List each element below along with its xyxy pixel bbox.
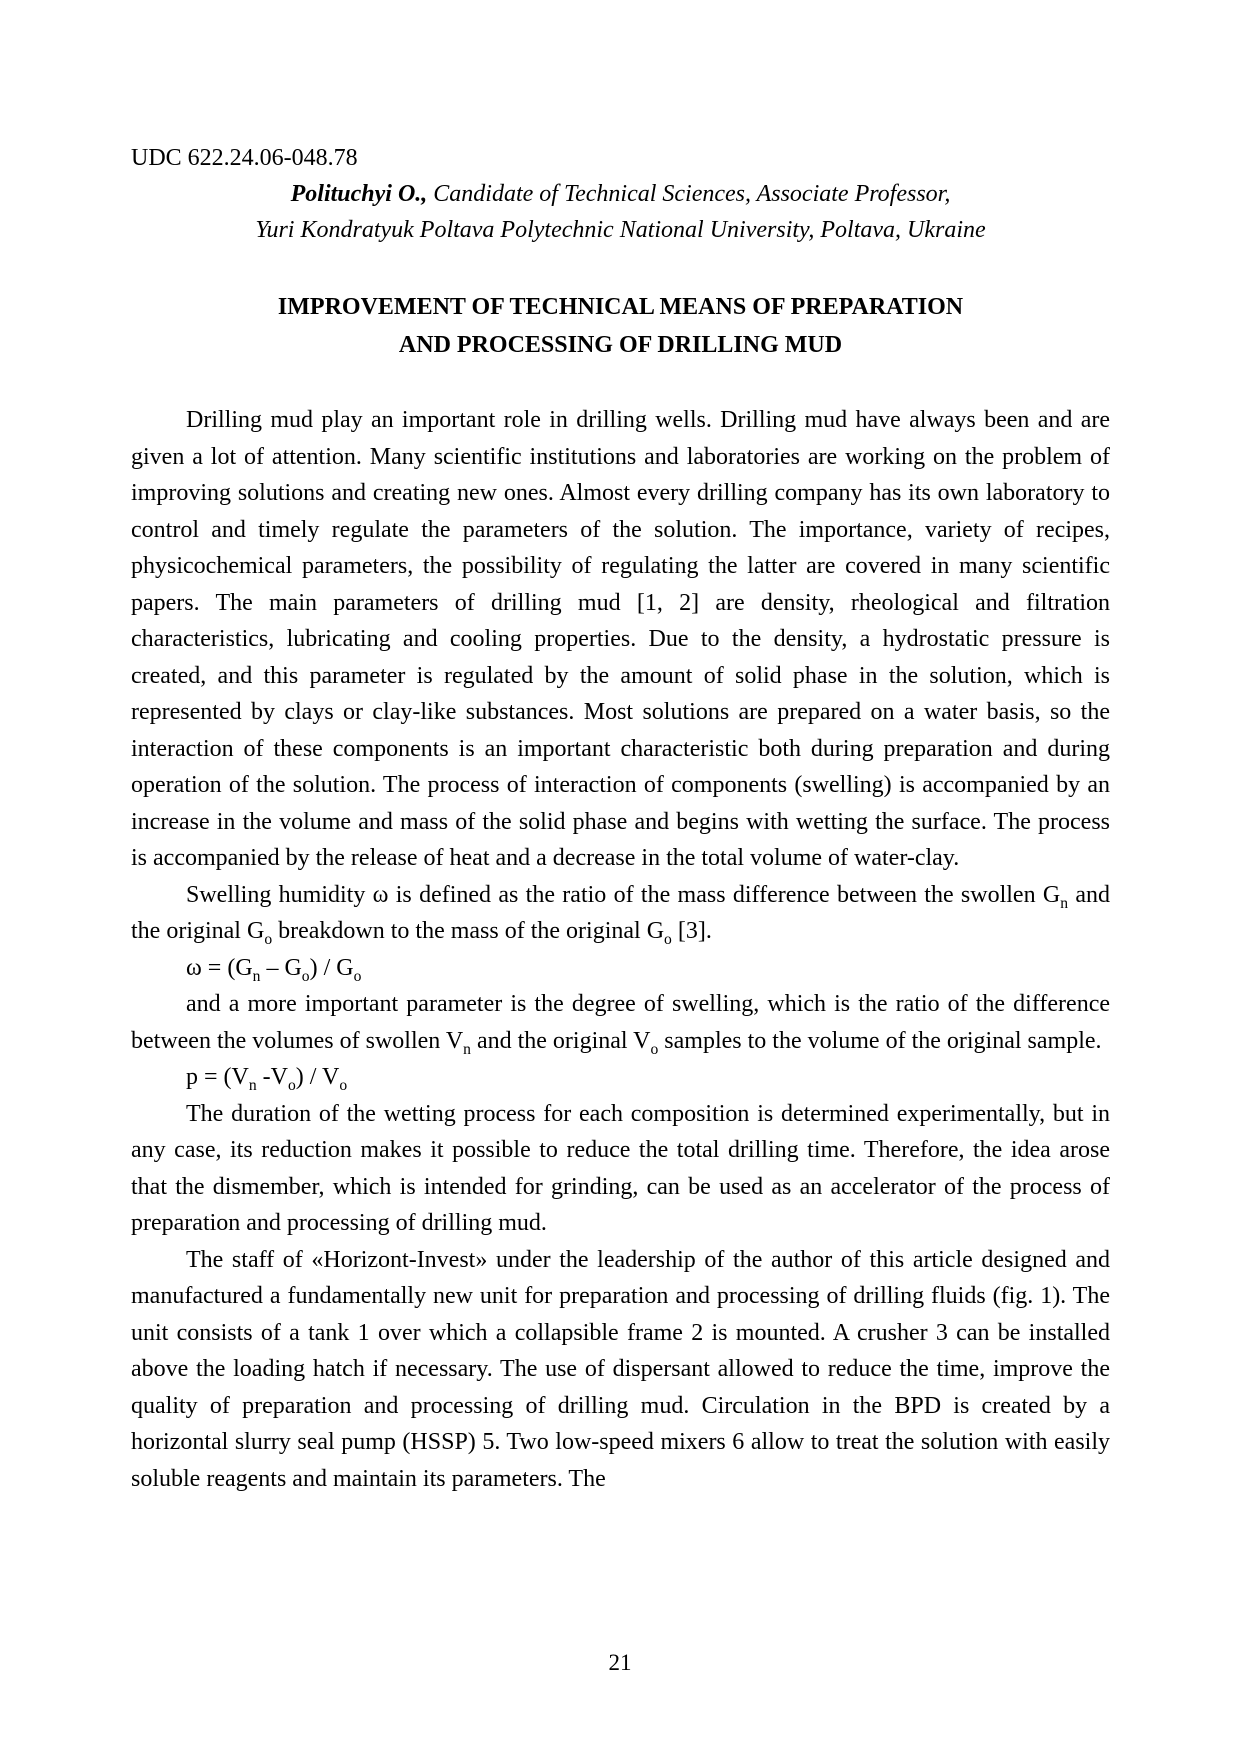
affiliation-line: Yuri Kondratyuk Poltava Polytechnic National University, Poltava, Ukraine xyxy=(255,217,986,243)
paper-title-line-2: AND PROCESSING OF DRILLING MUD xyxy=(398,332,843,358)
body-paragraph: The staff of «Horizont-Invest» under the leadership of the author of this article designed and manufactured a fundamentally new unit for preparation and processing of drilling fluids (fig. 1). The unit consists of a tank 1 over which a collapsible frame 2 is mounted. A crusher 3 can be installed above the loading hatch if necessary. The use of dispersant allowed to reduce the time, improve the quality of preparation and processing of drilling mud. Circulation in the BPD is created by a horizontal slurry seal pump (HSSP) 5. Two low-speed mixers 6 allow to treat the solution with easily soluble reagents and maintain its parameters. The xyxy=(131,1246,1110,1492)
article-body xyxy=(131,402,1110,1497)
body-paragraph: and a more important parameter is the degree of swelling, which is the ratio of the difference between the volumes of swollen $V_n$ and the original $V_o$ samples to the volume of the original sample. xyxy=(131,991,1110,1058)
body-paragraph: The duration of the wetting process for each composition is determined experimentally, but in any case, its reduction makes it possible to reduce the total drilling time. Therefore, the idea arose that the dismember, which is intended for grinding, can be used as an accelerator of the process of preparation and processing of drilling mud. xyxy=(131,1100,1110,1236)
body-paragraph: Swelling humidity ω is defined as the ratio of the mass difference between the swollen $G_n$ and the original $G_o$ breakdown to the mass of the original $G_o$ [3]. xyxy=(131,881,1110,948)
author-line xyxy=(131,176,1110,212)
author-name: Polituchyi O., xyxy=(290,181,428,207)
formula-line: $\omega = (G_n - G_o) / G_o$ xyxy=(186,954,362,985)
paper-title xyxy=(131,288,1110,364)
body-paragraph: Drilling mud play an important role in drilling wells. Drilling mud have always been and are given a lot of attention. Many scientific institutions and laboratories are working on the problem of improving solutions and creating new ones. Almost every drilling company has its own laboratory to control and timely regulate the parameters of the solution. The importance, variety of recipes, physicochemical parameters, the possibility of regulating the latter are covered in many scientific papers. The main parameters of drilling mud [1, 2] are density, rheological and filtration characteristics, lubricating and cooling properties. Due to the density, a hydrostatic pressure is created, and this parameter is regulated by the amount of solid phase in the solution, which is represented by clays or clay-like substances. Most solutions are prepared on a water basis, so the interaction of these components is an important characteristic both during preparation and during operation of the solution. The process of interaction of components (swelling) is accompanied by an increase in the volume and mass of the solid phase and begins with wetting the surface. The process is accompanied by the release of heat and a decrease in the total volume of water-clay. xyxy=(131,407,1110,871)
udc-code: UDC 622.24.06-048.78 xyxy=(131,145,358,171)
paper-title-line-1: IMPROVEMENT OF TECHNICAL MEANS OF PREPARATION xyxy=(277,294,964,320)
author-credentials: Candidate of Technical Sciences, Associate Professor, xyxy=(427,181,951,207)
formula-line: $p = (V_n$ $-V_o) / V_o$ xyxy=(186,1064,348,1094)
page-number: 21 xyxy=(608,1650,632,1675)
